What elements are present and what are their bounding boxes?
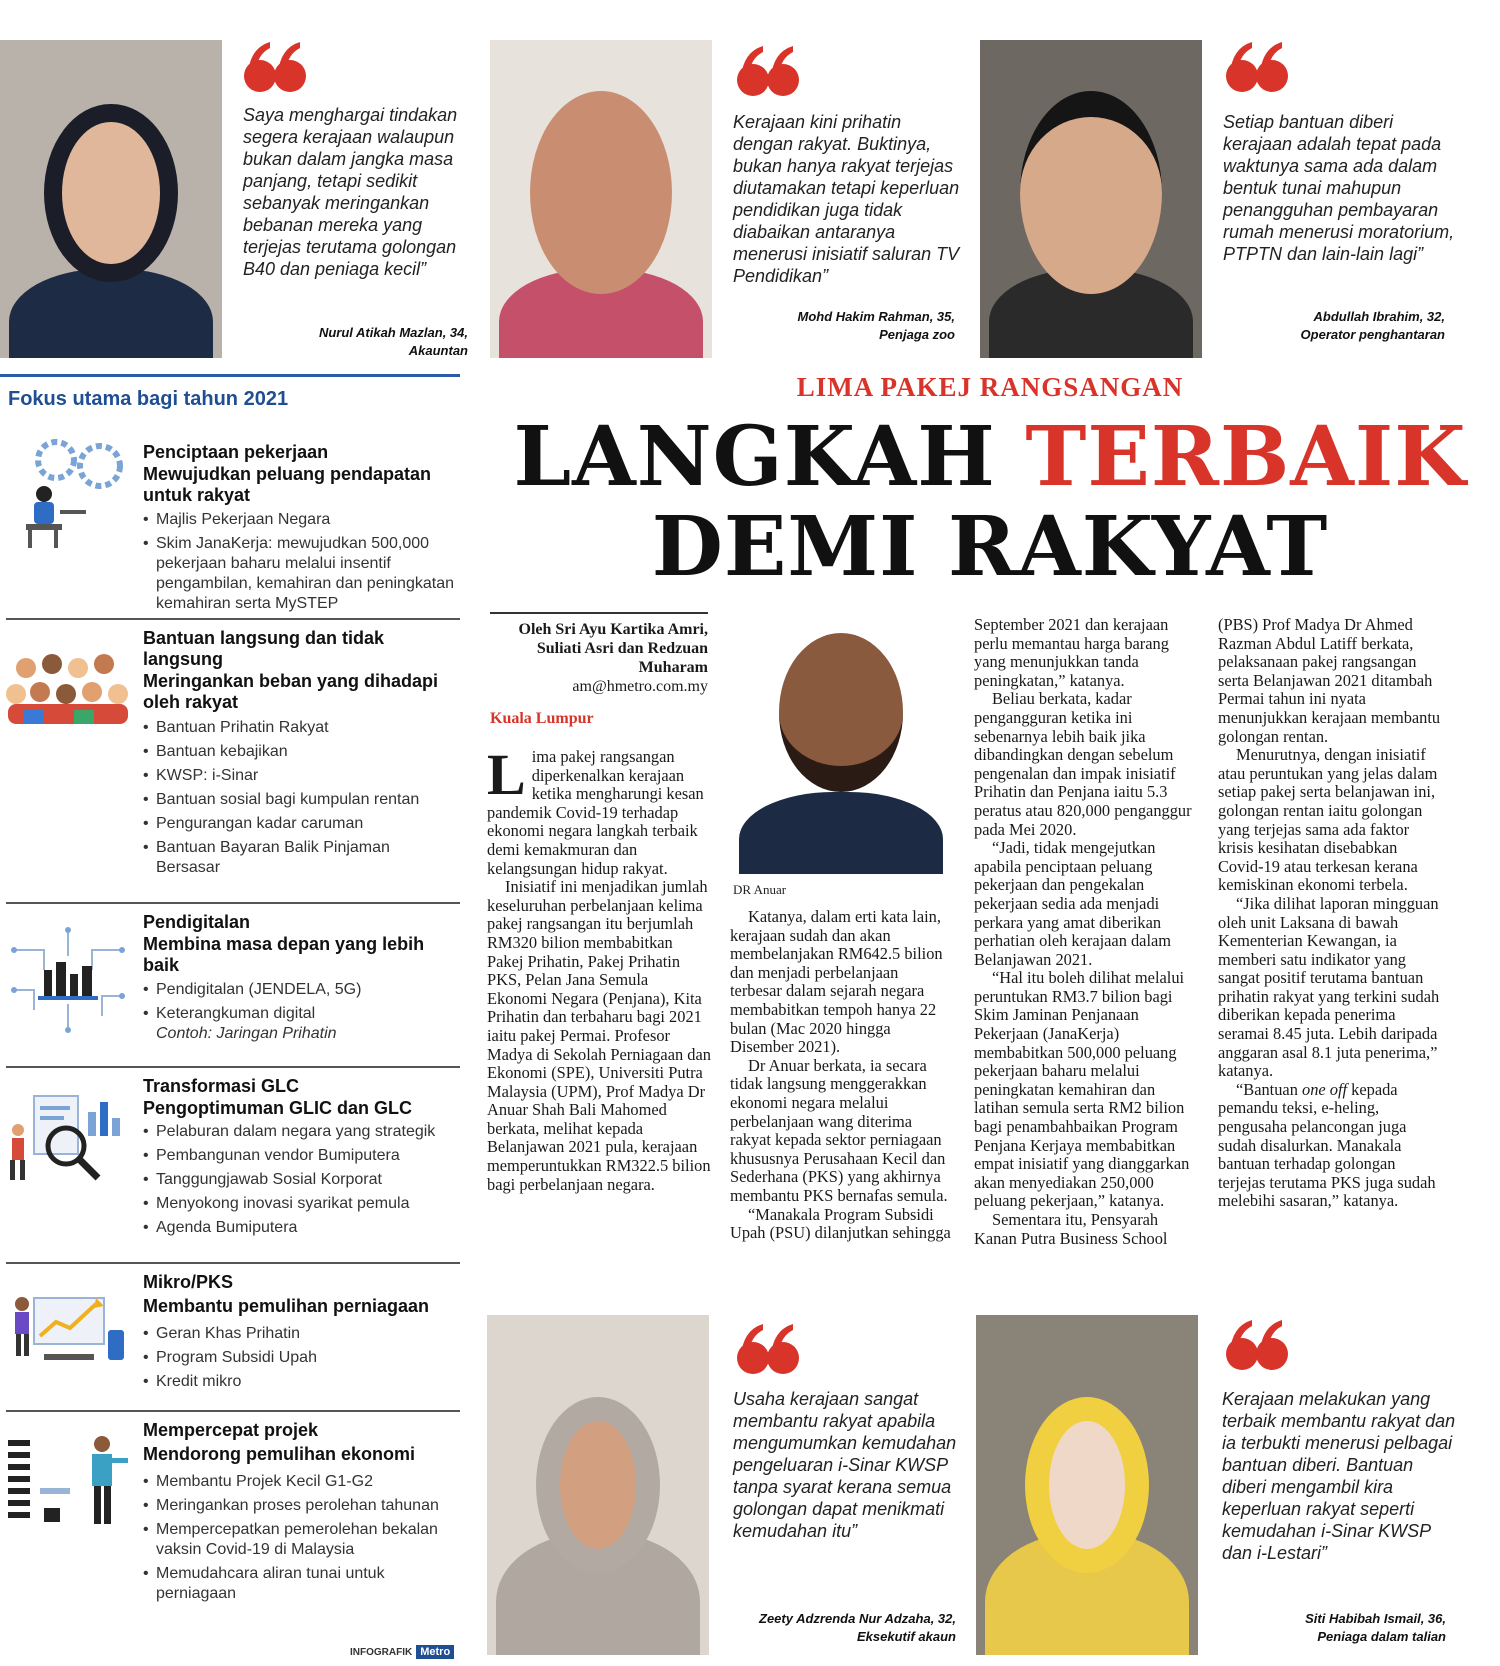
- list-item: • Pendigitalan (JENDELA, 5G): [143, 980, 458, 1000]
- section-heading: Pendigitalan: [143, 912, 251, 932]
- section-subheading: Mendorong pemulihan ekonomi: [143, 1444, 416, 1464]
- article-column-1: [487, 742, 711, 1194]
- sidebar-infographic: [0, 372, 460, 1662]
- article-paragraph: Katanya, dalam erti kata lain, kerajaan sudah dan akan membelanjakan RM642.5 bilion dan menjadi perbelanjaan terbesar dalam sejarah negara membabitkan tempoh hanya 22 bulan (Mac 2020 hingga Disember 2021).: [730, 907, 943, 1057]
- section-list: [143, 510, 458, 618]
- quote-role-3: Operator penghantaran: [1300, 327, 1445, 342]
- list-item: • Menyokong inovasi syarikat pemula: [143, 1194, 458, 1214]
- sidebar-section-accelerate-projects: [0, 1410, 460, 1650]
- section-heading: Mempercepat projek: [143, 1420, 319, 1440]
- article-paragraph: (PBS) Prof Madya Dr Ahmed Razman Abdul Latiff berkata, pelaksanaan pakej rangsangan serta Belanjawan 2021 ditambah Permai tahun ini nyata menunjukkan kerajaan membantu golongan rentan.: [1218, 615, 1441, 746]
- photo-quote-1: [0, 40, 222, 358]
- article-paragraph: “Jadi, tidak mengejutkan apabila penciptaan peluang pekerjaan dan pengekalan pekerjaan sedia ada menjadi perkara yang amat diberikan perhatian oleh kerajaan dalam Belanjawan 2021.: [974, 838, 1172, 969]
- section-heading: Penciptaan pekerjaan: [143, 442, 329, 462]
- section-heading: Bantuan langsung dan tidak langsung: [143, 628, 385, 669]
- paragraph-text: “Bantuan: [1236, 1079, 1302, 1099]
- headline-red-text: TERBAIK: [1025, 409, 1467, 505]
- section-list: [143, 1324, 458, 1396]
- sidebar-section-glc: [0, 1066, 460, 1256]
- section-list: [143, 1122, 458, 1242]
- quote-attribution-3: [1200, 308, 1445, 344]
- drop-cap: L: [487, 742, 526, 807]
- photo-quote-4: [487, 1315, 709, 1655]
- list-item-text: Keterangkuman digital: [156, 1005, 316, 1022]
- list-item: • Membantu Projek Kecil G1-G2: [143, 1472, 458, 1492]
- list-item: • Pembangunan vendor Bumiputera: [143, 1146, 458, 1166]
- byline-rule: [490, 612, 708, 614]
- section-list: [143, 980, 458, 1048]
- article-paragraph: Beliau berkata, kadar pengangguran ketika ini sebenarnya lebih baik jika dibandingkan dengan sebelum pengenalan dan impak inisiatif Prihatin dan Penjana iaitu 5.3 peratus atau 820,000 penganggur pada Mei 2020.: [974, 689, 1192, 839]
- credit-label: INFOGRAFIK: [350, 1647, 413, 1658]
- quote-mark-icon: [733, 1318, 803, 1378]
- quote-mark-icon: [240, 36, 310, 96]
- business-growth-icon: [4, 1274, 132, 1394]
- article-column-4: [1218, 616, 1446, 1211]
- article-paragraph: Menurutnya, dengan inisiatif atau peruntukan yang jelas dalam setiap pakej serta belanjawan ini, golongan rentan iaitu golongan yang terjejas sama ada faktor krisis kesihatan disebabkan Covid-19 atau terkesan kerana kemiskinan ekonomi terbela.: [1218, 745, 1438, 895]
- article-paragraph: Dr Anuar berkata, ia secara tidak langsung menggerakkan ekonomi negara melalui perbelanjaan wang diterima rakyat kepada sektor perniagaan khususnya Perusahaan Kecil dan Sederhana (PKS) yang akhirnya membantu PKS bernafas semula.: [730, 1055, 948, 1205]
- quote-role-4: Eksekutif akaun: [857, 1629, 956, 1644]
- quote-text-3: Setiap bantuan diberi kerajaan adalah tepat pada waktunya sama ada dalam bentuk tunai mahupun penangguhan pembayaran rumah menerusi moratorium, PTPTN dan lain-lain lagi”: [1223, 112, 1455, 264]
- quote-attribution-1: [240, 324, 468, 360]
- sidebar-section-digitalisation: [0, 902, 460, 1062]
- quote-text-2: Kerajaan kini prihatin dengan rakyat. Buktinya, bukan hanya rakyat terjejas diutamakan tetapi keperluan pendidikan juga tidak diabaikan antaranya menerusi inisiatif saluran TV Pendidikan”: [733, 112, 960, 286]
- list-item-example: Contoh: Jaringan Prihatin: [156, 1025, 337, 1042]
- sidebar-section-job-creation: [0, 432, 460, 632]
- paragraph-text: kepada pemandu teksi, e-heling, pengusaha pelancongan juga sudah disalurkan. Manakala bantuan terhadap golongan terjejas terutama PKS juga sudah melebihi sasaran,” katanya.: [1218, 1079, 1436, 1211]
- list-item: • Geran Khas Prihatin: [143, 1324, 458, 1344]
- quote-name-4: Zeety Adzrenda Nur Adzaha, 32,: [759, 1611, 956, 1626]
- byline-authors: Oleh Sri Ayu Kartika Amri, Suliati Asri dan Redzuan Muharam: [518, 621, 708, 676]
- list-item: • Pengurangan kadar caruman: [143, 814, 458, 834]
- section-divider: [6, 902, 460, 904]
- section-subheading: Meringankan beban yang dihadapi oleh rakyat: [143, 671, 439, 712]
- byline-email: am@hmetro.com.my: [572, 678, 708, 695]
- photo-quote-2: [490, 40, 712, 358]
- article-paragraph: [487, 742, 711, 878]
- paragraph-text: ima pakej rangsangan diperkenalkan kerajaan ketika mengharungi kesan pandemik Covid-19 terhadap ekonomi negara langkah terbaik demi kemakmuran dan kelangsungan hidup rakyat.: [487, 747, 704, 878]
- list-item: • KWSP: i-Sinar: [143, 766, 458, 786]
- quote-mark-icon: [733, 40, 803, 100]
- metro-logo: Metro: [416, 1645, 454, 1659]
- headline-line-1: [480, 409, 1500, 505]
- headline-line-2: DEMI RAKYAT: [651, 499, 1329, 595]
- list-item: • Tanggungjawab Sosial Korporat: [143, 1170, 458, 1190]
- gears-worker-icon: [4, 432, 132, 552]
- photo-quote-3: [980, 40, 1202, 358]
- section-subheading: Membantu pemulihan perniagaan: [143, 1296, 430, 1316]
- dateline: Kuala Lumpur: [490, 710, 594, 727]
- photo-quote-5: [976, 1315, 1198, 1655]
- quote-name-5: Siti Habibah Ismail, 36,: [1305, 1611, 1446, 1626]
- quote-name-1: Nurul Atikah Mazlan, 34,: [318, 325, 468, 340]
- article-column-3: [974, 616, 1202, 1248]
- photo-caption: DR Anuar: [733, 882, 787, 897]
- section-heading: Mikro/PKS: [143, 1272, 234, 1292]
- quote-attribution-5: [1210, 1610, 1446, 1646]
- quote-role-1: Akauntan: [408, 343, 468, 358]
- list-item: • Kredit mikro: [143, 1372, 458, 1392]
- quote-role-2: Penjaga zoo: [879, 327, 955, 342]
- quote-attribution-4: [720, 1610, 956, 1646]
- list-item: • Memudahcara aliran tunai untuk perniagaan: [143, 1564, 458, 1604]
- circuit-city-icon: [4, 920, 132, 1040]
- article-paragraph: “Manakala Program Subsidi Upah (PSU) dilanjutkan sehingga: [730, 1204, 951, 1243]
- section-subheading: Pengoptimuman GLIC dan GLC: [143, 1098, 412, 1118]
- article-paragraph: “Hal itu boleh dilihat melalui peruntukan RM3.7 bilion bagi Skim Jaminan Penjanaan Pekerjaan (JanaKerja) membabitkan 500,000 peluang pekerjaan baharu melalui peningkatan kemahiran dan latihan semula serta RM2 bilion bagi penambahbaikan Program Penjana Kerjaya membabitkan empat inisiatif yang dianggarkan akan menyediakan 250,000 peluang pekerjaan,” katanya.: [974, 968, 1190, 1211]
- photo-dr-anuar: [730, 618, 952, 874]
- quote-text-5: Kerajaan melakukan yang terbaik membantu rakyat dan ia terbukti menerusi pelbagai bantuan diberi. Bantuan diberi mengambil kira keperluan rakyat seperti kemudahan i-Sinar KWSP dan i-Lestari”: [1222, 1389, 1456, 1563]
- quote-mark-icon: [1222, 36, 1292, 96]
- section-divider: [6, 1410, 460, 1412]
- list-item: • Meringankan proses perolehan tahunan: [143, 1496, 458, 1516]
- headline-kicker: LIMA PAKEJ RANGSANGAN: [796, 372, 1184, 402]
- quote-text-1: Saya menghargai tindakan segera kerajaan walaupun bukan dalam jangka masa panjang, tetapi sedikit sebanyak meringankan bebanan mereka yang terjejas terutama golongan B40 dan peniaga kecil”: [243, 105, 458, 279]
- list-item: • Bantuan sosial bagi kumpulan rentan: [143, 790, 458, 810]
- sidebar-section-direct-aid: [0, 618, 460, 893]
- section-subheading: Mewujudkan peluang pendapatan untuk rakyat: [143, 464, 432, 505]
- section-list: [143, 1472, 458, 1608]
- quote-name-2: Mohd Hakim Rahman, 35,: [797, 309, 955, 324]
- article-paragraph: “Jika dilihat laporan mingguan oleh unit Laksana di bawah Kementerian Kewangan, ia memberi satu indikator yang sangat positif terutama bantuan prihatin rakyat yang terkini sudah diberikan kepada penerima seramai 8.45 juta. Lebih daripada anggaran asal 8.1 juta penerima,” katanya.: [1218, 893, 1440, 1081]
- list-item: • Skim JanaKerja: mewujudkan 500,000 pekerjaan baharu melalui insentif pengambilan, kemahiran dan peningkatan kemahiran serta MySTEP: [143, 534, 458, 614]
- sidebar-section-sme: [0, 1262, 460, 1402]
- headline-black-text: LANGKAH: [513, 409, 1026, 505]
- list-item: • Majlis Pekerjaan Negara: [143, 510, 458, 530]
- infographic-credit: [350, 1645, 454, 1659]
- article-paragraph: [1218, 1081, 1446, 1211]
- list-item: • Mempercepatkan pemerolehan bekalan vaksin Covid-19 di Malaysia: [143, 1520, 458, 1560]
- section-divider: [6, 1066, 460, 1068]
- section-divider: [6, 618, 460, 620]
- quote-role-5: Peniaga dalam talian: [1317, 1629, 1446, 1644]
- section-divider: [6, 1262, 460, 1264]
- list-item: [143, 1004, 458, 1044]
- list-item: • Bantuan kebajikan: [143, 742, 458, 762]
- quote-name-3: Abdullah Ibrahim, 32,: [1313, 309, 1445, 324]
- list-item: • Pelaburan dalam negara yang strategik: [143, 1122, 458, 1142]
- article-column-2: [730, 908, 954, 1243]
- section-heading: Transformasi GLC: [143, 1076, 300, 1096]
- sidebar-title: Fokus utama bagi tahun 2021: [8, 388, 289, 410]
- list-item: • Agenda Bumiputera: [143, 1218, 458, 1238]
- paragraph-emphasis: one off: [1302, 1079, 1348, 1099]
- article-paragraph: Sementara itu, Pensyarah Kanan Putra Business School: [974, 1210, 1168, 1248]
- section-list: [143, 718, 458, 882]
- list-item: • Program Subsidi Upah: [143, 1348, 458, 1368]
- article-paragraph: September 2021 dan kerajaan perlu memantau harga barang yang menunjukkan tanda peningkatan,” katanya.: [974, 615, 1169, 690]
- sidebar-top-rule: [0, 374, 460, 377]
- list-item: • Bantuan Bayaran Balik Pinjaman Bersasar: [143, 838, 458, 878]
- crowd-icon: [4, 638, 132, 758]
- quote-mark-icon: [1222, 1314, 1292, 1374]
- list-item: • Bantuan Prihatin Rakyat: [143, 718, 458, 738]
- section-subheading: Membina masa depan yang lebih baik: [143, 934, 425, 975]
- quote-attribution-2: [733, 308, 955, 344]
- quote-text-4: Usaha kerajaan sangat membantu rakyat apabila mengumumkan kemudahan pengeluaran i-Sinar KWSP tanpa syarat kerana semua golongan dapat menikmati kemudahan itu”: [733, 1389, 957, 1541]
- project-checklist-icon: [4, 1428, 132, 1548]
- byline: [490, 620, 708, 696]
- analytics-magnifier-icon: [4, 1084, 132, 1204]
- article-paragraph: Inisiatif ini menjadikan jumlah keseluruhan perbelanjaan kelima pakej rangsangan itu berjumlah RM320 bilion membabitkan Pakej Prihatin, Pakej Prihatin PKS, Pelan Jana Semula Ekonomi Negara (Penjana), Kita Prihatin dan terbaharu bagi 2021 iaitu pakej Permai. Profesor Madya di Sekolah Perniagaan dan Ekonomi (SPE), Universiti Putra Malaysia (UPM), Prof Madya Dr Anuar Shah Bali Mahomed berkata, melihat kepada Belanjawan 2021 pula, kerajaan memperuntukkan RM322.5 bilion bagi perbelanjaan negara.: [487, 877, 711, 1194]
